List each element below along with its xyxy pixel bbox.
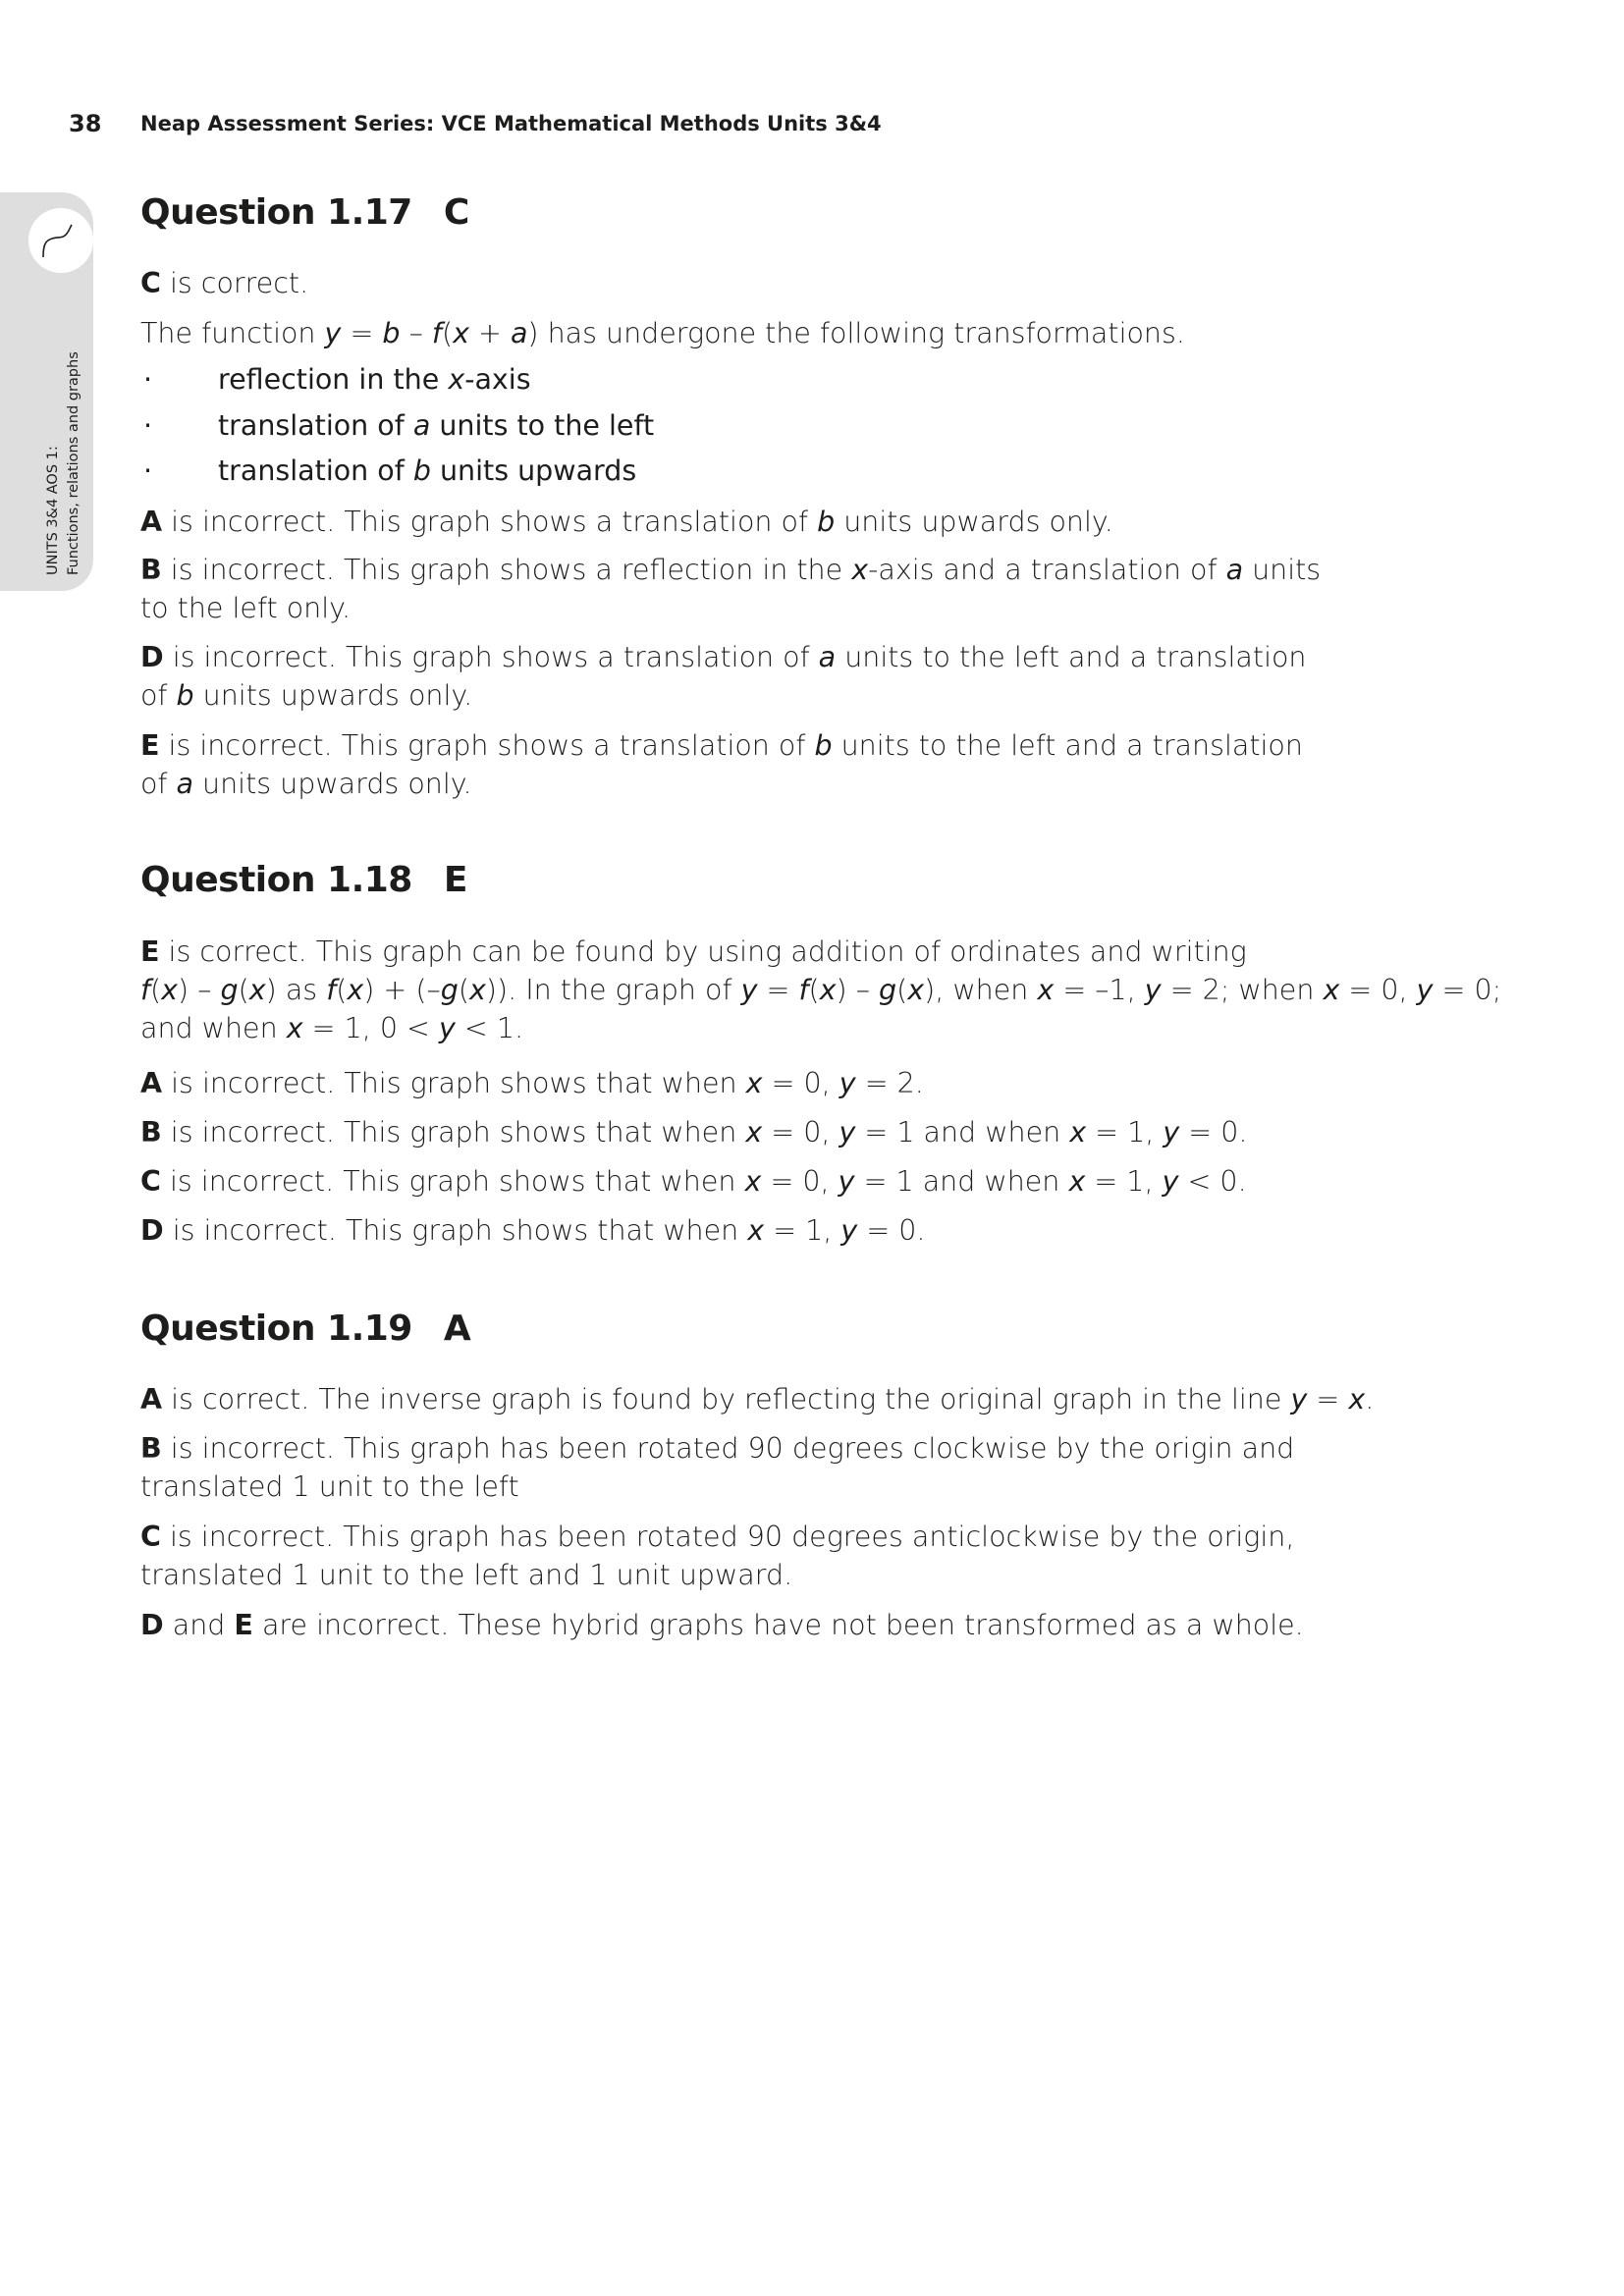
option-letter: B [140,1116,162,1148]
option-letter: E [140,729,160,762]
question-title: Question 1.17 [140,192,412,233]
question-heading [140,1308,470,1349]
question-title: Question 1.18 [140,860,412,900]
side-tab-line2: Functions, relations and graphs [66,351,81,575]
option-letter: D [140,641,164,673]
section-side-tab [0,192,93,591]
explanation-b: B is incorrect. This graph has been rotated 90 degrees clockwise by the origin and translated 1 unit to the left [140,1432,1295,1503]
side-tab-line1: UNITS 3&4 AOS 1: [45,446,61,575]
explanation-d: D is incorrect. This graph shows a translation of a units to the left and a translation of b units upwards only. [140,641,1307,712]
option-letter: C [140,267,161,299]
option-letter: A [140,506,163,538]
option-letter: C [140,1521,161,1553]
connector-text: and [163,1609,235,1641]
explanation-e: E is correct. This graph can be found by using addition of ordinates and writing f(x) – g(x) as f(x) + (–g(x)). In the graph of y = f(x) – g(x), when x = –1, y = 2; when x = 0, y = 0; and when x = 1, 0 < y < 1. [140,935,1502,1044]
explanation-b: B is incorrect. This graph shows a reflection in the x-axis and a translation of a units to the left only. [140,554,1322,624]
option-letter: A [140,1067,163,1099]
answer-line [140,264,308,302]
answer-text: is correct. [160,267,309,299]
explanation-e: E is incorrect. This graph shows a translation of b units to the left and a translation of a units upwards only. [140,729,1303,800]
option-letter: E [140,935,160,968]
question-answer: E [443,860,467,900]
option-letter: B [140,554,162,586]
side-tab-label [43,351,84,575]
option-letter: D [140,1214,164,1247]
explanation-a: A is correct. The inverse graph is found by reflecting the original graph in the line y = x. [140,1383,1375,1415]
running-title: Neap Assessment Series: VCE Mathematical Methods Units 3&4 [140,112,882,135]
explanation-c: C is incorrect. This graph shows that when x = 0, y = 1 and when x = 1, y < 0. [140,1165,1247,1198]
explanation-b: B is incorrect. This graph shows that when x = 0, y = 1 and when x = 1, y = 0. [140,1116,1248,1148]
question-answer: C [443,192,469,233]
explanation-a: A is incorrect. This graph shows that when x = 0, y = 2. [140,1067,924,1099]
question-heading [140,192,469,233]
function-statement: The function y = b – f(x + a) has undergone the following transformations. [140,317,1185,349]
option-letter: A [140,1383,163,1415]
option-letter: C [140,1165,161,1198]
page-number: 38 [69,110,102,137]
option-letter: B [140,1432,162,1465]
explanation-d: D is incorrect. This graph shows that when x = 1, y = 0. [140,1214,926,1247]
explanation-c: C is incorrect. This graph has been rotated 90 degrees anticlockwise by the origin, translated 1 unit to the left and 1 unit upward. [140,1521,1295,1591]
option-letter: D [140,1609,164,1641]
question-answer: A [443,1308,471,1349]
cubic-curve-icon [28,208,93,273]
explanation-a: A is incorrect. This graph shows a translation of b units upwards only. [140,506,1113,538]
option-letter: E [234,1609,253,1641]
explanation-d-e: D and E are incorrect. These hybrid graphs have not been transformed as a whole. [140,1609,1304,1641]
question-heading [140,860,467,900]
question-title: Question 1.19 [140,1308,412,1349]
